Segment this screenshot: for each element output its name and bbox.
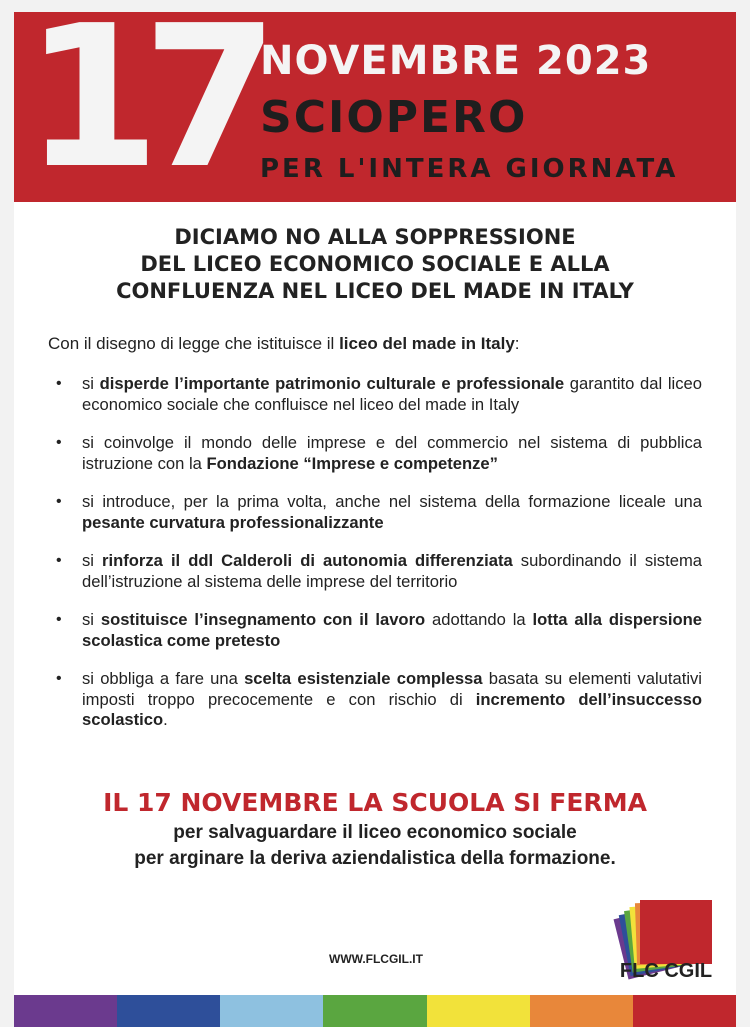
intro-paragraph [48, 334, 704, 354]
bullet-bold-text: rinforza il ddl Calderoli di autonomia differenziata [102, 551, 513, 570]
headline-line-3: CONFLUENZA NEL LICEO DEL MADE IN ITALY [116, 279, 634, 303]
bullet-text: adottando la [425, 610, 533, 629]
bullet-text: basata su elementi valutativi imposti troppo precocemente e con rischio di [82, 669, 702, 709]
bullet-item [48, 374, 702, 415]
header-banner [14, 12, 736, 212]
bullet-text: si [82, 374, 100, 393]
bullet-dot-icon: • [56, 493, 62, 510]
bullet-dot-icon: • [56, 434, 62, 451]
bullet-text: si obbliga a fare una [82, 669, 245, 688]
bullet-text: subordinando il sistema dell’istruzione al sistema delle imprese del territorio [82, 551, 702, 591]
rainbow-stripe [530, 995, 633, 1027]
headline-line-1: DICIAMO NO ALLA SOPPRESSIONE [174, 225, 576, 249]
rainbow-stripe [220, 995, 323, 1027]
rainbow-bar [14, 995, 736, 1027]
bullet-text: si coinvolge il mondo delle imprese e del commercio nel sistema di pubblica istruzione con la [82, 433, 702, 473]
whole-day-subtitle: PER L'INTERA GIORNATA [260, 154, 679, 184]
big-date-number: 17 [24, 12, 261, 212]
bullet-bold-text: incremento dell’insuccesso scolastico [82, 689, 702, 729]
rainbow-stripe [323, 995, 426, 1027]
headline [14, 224, 736, 305]
bullet-bold-text: Fondazione “Imprese e competenze” [206, 453, 498, 473]
rainbow-stripe [427, 995, 530, 1027]
bullet-item [48, 610, 702, 651]
website-link[interactable]: WWW.FLCGIL.IT [329, 952, 423, 966]
bullet-text: garantito dal liceo economico sociale che confluisce nel liceo del made in Italy [82, 374, 702, 414]
bullet-item [48, 551, 702, 592]
rainbow-stripe [14, 995, 117, 1027]
bullet-bold-text: scelta esistenziale complessa [244, 669, 483, 688]
month-year-title: NOVEMBRE 2023 [260, 38, 652, 84]
closing-headline: IL 17 NOVEMBRE LA SCUOLA SI FERMA [103, 788, 647, 817]
bullet-dot-icon: • [56, 611, 62, 628]
bullet-text: si [82, 551, 103, 570]
bullet-bold-text: pesante curvatura professionalizzante [82, 512, 384, 532]
rainbow-stripe [633, 995, 736, 1027]
intro-colon: : [514, 334, 520, 353]
bullet-dot-icon: • [56, 670, 62, 687]
flyer-page [14, 12, 736, 1027]
bullet-bold-text: lotta alla dispersione scolastica come pretesto [82, 610, 703, 650]
headline-line-2: DEL LICEO ECONOMICO SOCIALE E ALLA [140, 252, 610, 276]
bullet-text: si [82, 610, 101, 629]
bullet-dot-icon: • [56, 375, 62, 392]
bullet-item [48, 433, 702, 474]
bullet-text: si introduce, per la prima volta, anche nel sistema della formazione liceale una [82, 492, 702, 511]
closing-line-2: per arginare la deriva aziendalistica della formazione. [134, 848, 616, 869]
bullet-list [48, 374, 702, 749]
strike-title: SCIOPERO [260, 92, 528, 143]
rainbow-stripe [117, 995, 220, 1027]
intro-bold: liceo del made in Italy [339, 334, 515, 353]
bullet-item [48, 669, 702, 731]
bullet-item [48, 492, 702, 533]
bullet-text: . [163, 710, 168, 729]
closing-line-1: per salvaguardare il liceo economico sociale [173, 822, 577, 843]
intro-text: Con il disegno di legge che istituisce il [48, 334, 340, 353]
bullet-bold-text: sostituisce l’insegnamento con il lavoro [100, 610, 426, 629]
bullet-dot-icon: • [56, 552, 62, 569]
bullet-bold-text: disperde l’importante patrimonio culturale e professionale [99, 374, 565, 393]
logo-text: FLC CGIL [619, 960, 713, 982]
